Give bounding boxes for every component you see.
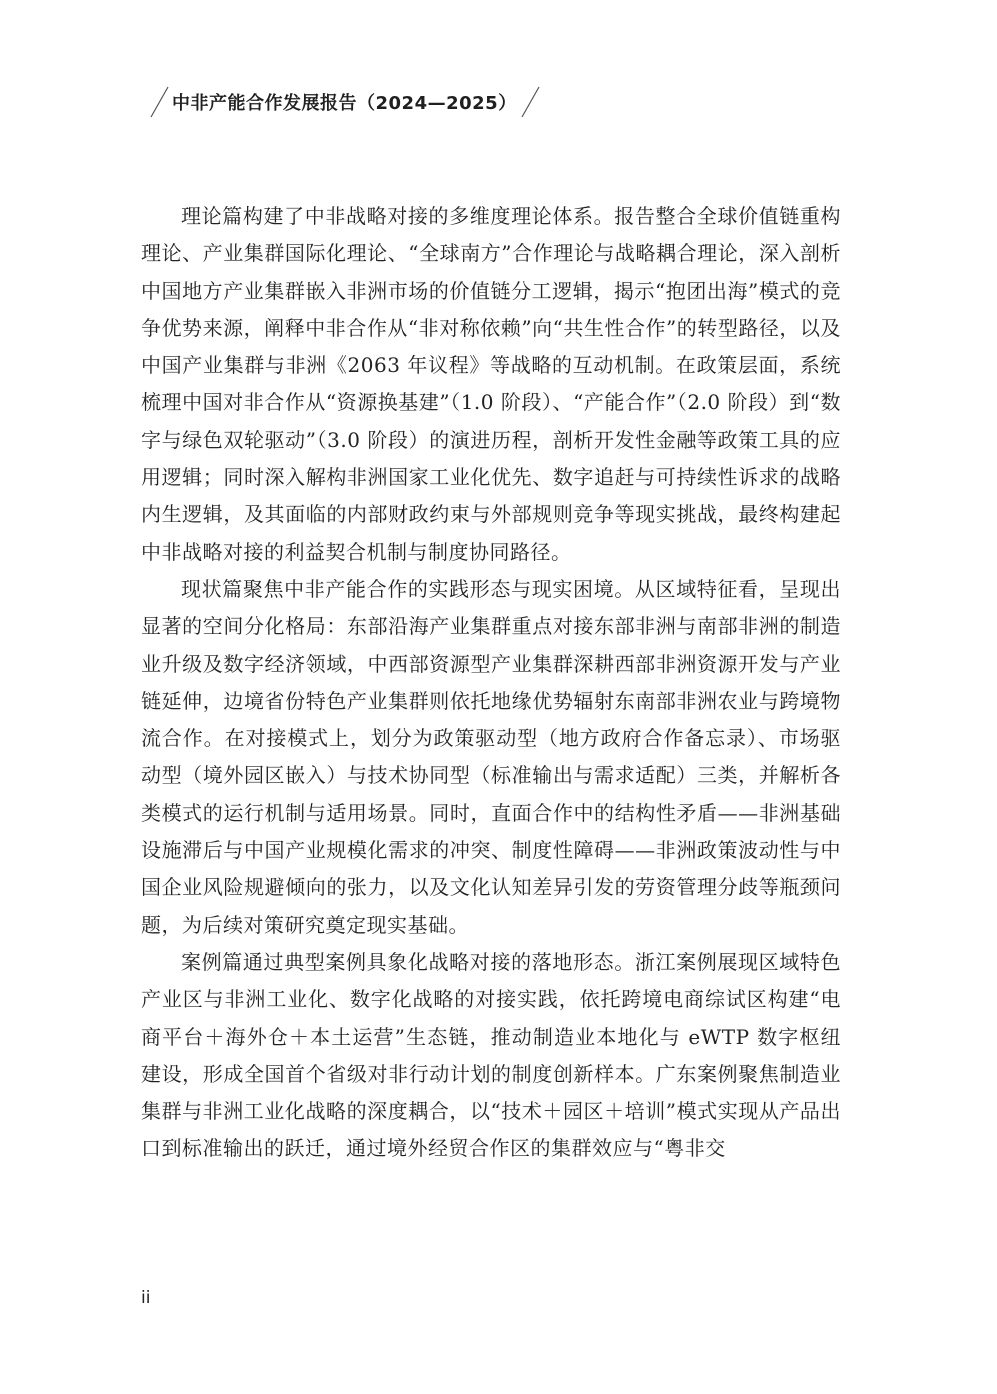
page-number: ii bbox=[141, 1288, 151, 1308]
paragraph-theory: 理论篇构建了中非战略对接的多维度理论体系。报告整合全球价值链重构理论、产业集群国际化理论、“全球南方”合作理论与战略耦合理论，深入剖析中国地方产业集群嵌入非洲市场的价值链分工逻辑，揭示“抱团出海”模式的竞争优势来源，阐释中非合作从“非对称依赖”向“共生性合作”的转型路径，以及中国产业集群与非洲《2063 年议程》等战略的互动机制。在政策层面，系统梳理中国对非合作从“资源换基建”（1.0 阶段）、“产能合作”（2.0 阶段）到“数字与绿色双轮驱动”（3.0 阶段）的演进历程，剖析开发性金融等政策工具的应用逻辑；同时深入解构非洲国家工业化优先、数字追赶与可持续性诉求的战略内生逻辑，及其面临的内部财政约束与外部规则竞争等现实挑战，最终构建起中非战略对接的利益契合机制与制度协同路径。 bbox=[141, 204, 841, 564]
paragraph-cases: 案例篇通过典型案例具象化战略对接的落地形态。浙江案例展现区域特色产业区与非洲工业化、数字化战略的对接实践，依托跨境电商综试区构建“电商平台＋海外仓＋本土运营”生态链，推动制造业本地化与 eWTP 数字枢纽建设，形成全国首个省级对非行动计划的制度创新样本。广东案例聚焦制造业集群与非洲工业化战略的深度耦合，以“技术＋园区＋培训”模式实现从产品出口到标准输出的跃迁，通过境外经贸合作区的集群效应与“粤非交 bbox=[141, 949, 841, 1161]
paragraph-status: 现状篇聚焦中非产能合作的实践形态与现实困境。从区域特征看，呈现出显著的空间分化格局：东部沿海产业集群重点对接东部非洲与南部非洲的制造业升级及数字经济领域，中西部资源型产业集群深耕西部非洲资源开发与产业链延伸，边境省份特色产业集群则依托地缘优势辐射东南部非洲农业与跨境物流合作。在对接模式上，划分为政策驱动型（地方政府合作备忘录）、市场驱动型（境外园区嵌入）与技术协同型（标准输出与需求适配）三类，并解析各类模式的运行机制与适用场景。同时，直面合作中的结构性矛盾——非洲基础设施滞后与中国产业规模化需求的冲突、制度性障碍——非洲政策波动性与中国企业风险规避倾向的张力，以及文化认知差异引发的劳资管理分歧等瓶颈问题，为后续对策研究奠定现实基础。 bbox=[141, 576, 841, 937]
header-slash-right-icon bbox=[519, 85, 541, 119]
header-title: 中非产能合作发展报告（2024—2025） bbox=[172, 93, 517, 114]
body-text bbox=[141, 198, 841, 1168]
header-slash-left-icon bbox=[148, 85, 170, 119]
running-header bbox=[148, 82, 541, 122]
